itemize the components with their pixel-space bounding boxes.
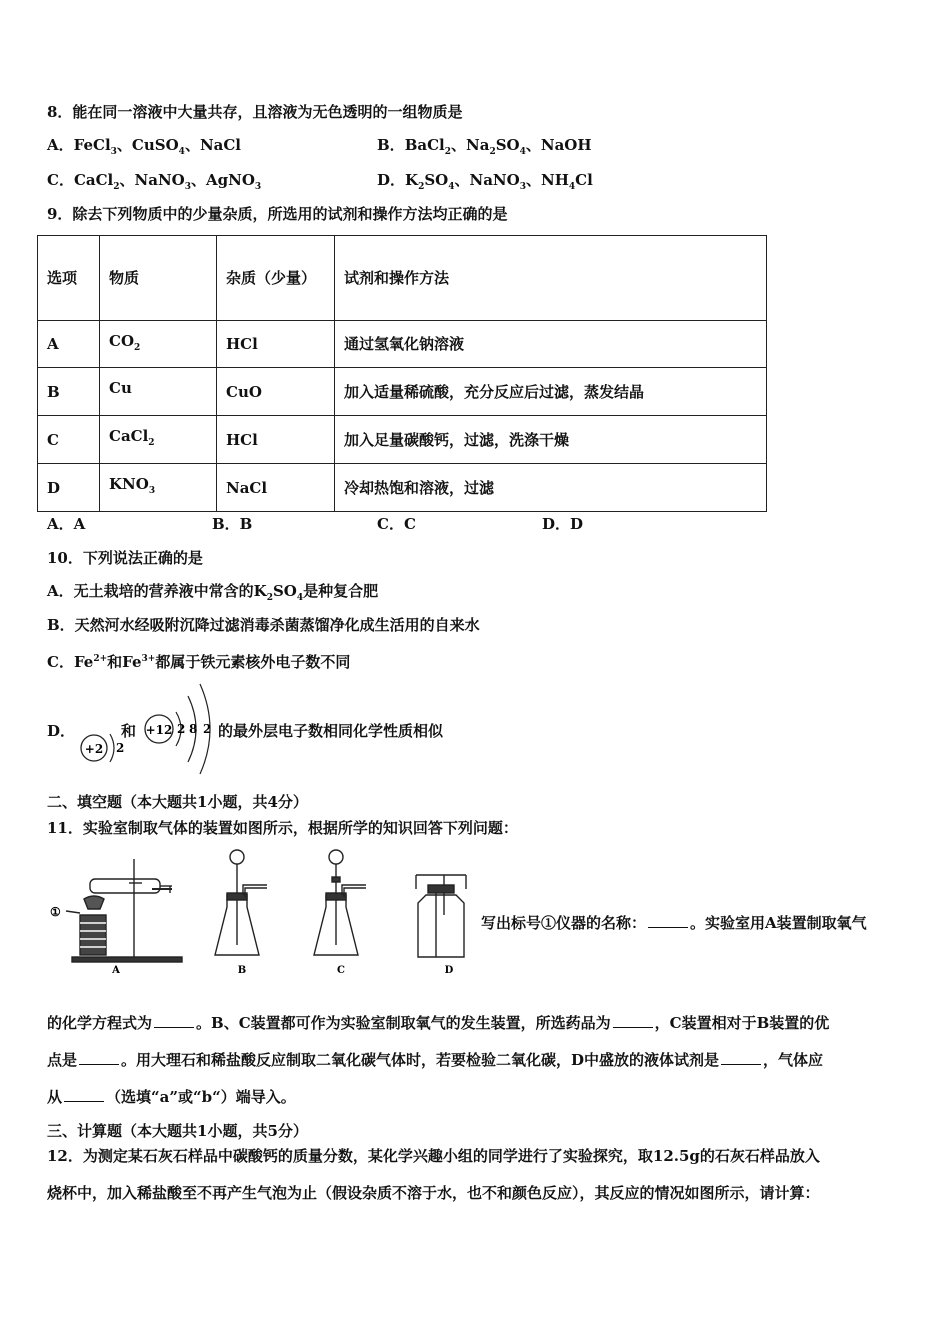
- header-option: 选项: [38, 236, 100, 321]
- row-substance: Cu: [100, 368, 217, 416]
- q10-option-d-label: D．: [47, 722, 76, 740]
- q9-stem: 9．除去下列物质中的少量杂质，所选用的试剂和操作方法均正确的是: [47, 205, 508, 223]
- answer-blank[interactable]: [64, 1087, 104, 1102]
- svg-text:+2: +2: [84, 742, 104, 756]
- label-c: C: [337, 965, 345, 976]
- q10-and-text: 和: [121, 722, 137, 740]
- row-option: D: [38, 464, 100, 512]
- atom-diagram-he: [76, 728, 126, 772]
- marker-circled-one: ①: [50, 905, 61, 919]
- apparatus-d: [416, 875, 466, 957]
- table-row: [38, 368, 767, 416]
- q9-answer-a: A．A: [47, 515, 86, 533]
- row-impurity: HCl: [217, 416, 335, 464]
- q10-option-a: A．无土栽培的营养液中常含的$K_2SO_4$是种复合肥: [47, 582, 379, 603]
- q11-line-1: 写出标号①仪器的名称： 。实验室用A装置制取氧气: [481, 914, 867, 932]
- answer-blank[interactable]: [648, 913, 688, 928]
- svg-text:2: 2: [116, 741, 125, 755]
- q12-line-1: 12．为测定某石灰石样品中碳酸钙的质量分数，某化学兴趣小组的同学进行了实验探究，取12.5g的石灰石样品放入: [47, 1147, 820, 1165]
- table-row: [38, 464, 767, 512]
- q9-table: [37, 235, 767, 512]
- svg-text:2: 2: [203, 722, 212, 736]
- q9-answer-c: C．C: [377, 515, 416, 533]
- apparatus-c: [314, 850, 366, 955]
- section-2-heading: 二、填空题（本大题共1小题，共4分）: [47, 793, 308, 811]
- table-row: [38, 416, 767, 464]
- q8-option-a: A．FeCl$_3$、CuSO$_4$、NaCl: [47, 136, 242, 157]
- row-substance: $KNO_3$: [100, 464, 217, 512]
- row-method: 加入足量碳酸钙，过滤，洗涤干燥: [335, 416, 767, 464]
- svg-text:8: 8: [189, 722, 198, 736]
- q9-answer-b: B．B: [212, 515, 253, 533]
- row-substance: CaCl$_2$: [100, 416, 217, 464]
- q8-option-d: D．$K_2SO_4$、NaNO$_3$、$NH_4Cl$: [377, 171, 593, 192]
- answer-blank[interactable]: [721, 1050, 761, 1065]
- table-header-row: [38, 236, 767, 321]
- svg-text:+12: +12: [145, 723, 173, 737]
- answer-blank[interactable]: [79, 1050, 119, 1065]
- q10-option-c: C．$Fe^{2+}$和$Fe^{3+}$都属于铁元素核外电子数不同: [47, 653, 351, 671]
- q8-option-c: C．CaCl$_2$、NaNO$_3$、AgNO$_3$: [47, 171, 262, 192]
- row-option: C: [38, 416, 100, 464]
- row-impurity: NaCl: [217, 464, 335, 512]
- q11-stem: 11．实验室制取气体的装置如图所示，根据所学的知识回答下列问题：: [47, 819, 518, 837]
- row-impurity: CuO: [217, 368, 335, 416]
- answer-blank[interactable]: [154, 1013, 194, 1028]
- row-method: 冷却热饱和溶液，过滤: [335, 464, 767, 512]
- svg-text:2: 2: [177, 722, 186, 736]
- row-substance: $CO_2$: [100, 321, 217, 368]
- q10-option-d-text: 的最外层电子数相同化学性质相似: [218, 722, 444, 740]
- row-method: 加入适量稀硫酸，充分反应后过滤，蒸发结晶: [335, 368, 767, 416]
- q12-line-2: 烧杯中，加入稀盐酸至不再产生气泡为止（假设杂质不溶于水，也不和颜色反应），其反应的情况如图所示，请计算：: [47, 1184, 820, 1202]
- label-d: D: [444, 965, 454, 976]
- q10-stem: 10．下列说法正确的是: [47, 549, 203, 567]
- header-method: 试剂和操作方法: [335, 236, 767, 321]
- apparatus-a: [66, 859, 182, 962]
- q11-line-3: 点是 。用大理石和稀盐酸反应制取二氧化碳气体时，若要检验二氧化碳，D中盛放的液体试剂是 ，气体应: [47, 1051, 824, 1069]
- apparatus-figure: [44, 845, 474, 977]
- row-impurity: HCl: [217, 321, 335, 368]
- q8-stem: 8．能在同一溶液中大量共存，且溶液为无色透明的一组物质是: [47, 103, 463, 121]
- table-row: [38, 321, 767, 368]
- q11-line-2: 的化学方程式为 。B、C装置都可作为实验室制取氧气的发生装置，所选药品为 ，C装置相对于B装置的优: [47, 1014, 830, 1032]
- label-a: A: [112, 965, 120, 976]
- q8-option-b: B．BaCl$_2$、$Na_2SO_4$、NaOH: [377, 136, 592, 157]
- q9-answer-d: D．D: [542, 515, 584, 533]
- apparatus-b: [215, 850, 267, 955]
- q10-option-b: B．天然河水经吸附沉降过滤消毒杀菌蒸馏净化成生活用的自来水: [47, 616, 480, 634]
- answer-blank[interactable]: [613, 1013, 653, 1028]
- atom-diagram-mg: [140, 680, 218, 776]
- row-option: A: [38, 321, 100, 368]
- header-impurity: 杂质（少量）: [217, 236, 335, 321]
- row-method: 通过氢氧化钠溶液: [335, 321, 767, 368]
- label-b: B: [237, 965, 247, 976]
- section-3-heading: 三、计算题（本大题共1小题，共5分）: [47, 1122, 308, 1140]
- header-substance: 物质: [100, 236, 217, 321]
- q11-line-4: 从 （选填“a”或“b“）端导入。: [47, 1088, 296, 1106]
- row-option: B: [38, 368, 100, 416]
